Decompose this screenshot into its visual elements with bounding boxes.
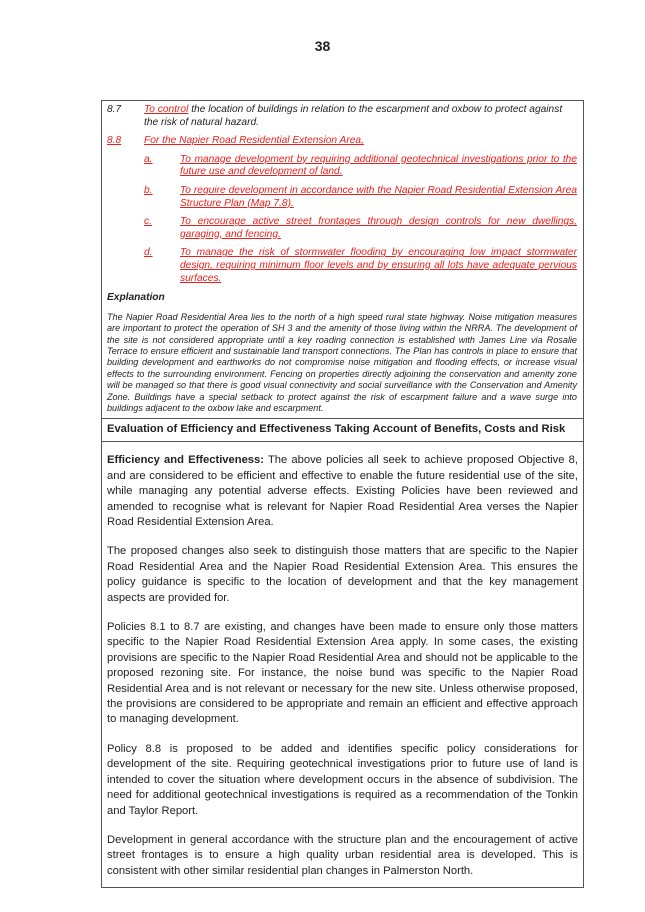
explanation-heading: Explanation [107,292,165,304]
evaluation-lead-label: Efficiency and Effectiveness: [107,454,264,467]
policy-number: 8.7 [107,104,122,115]
item-letter: c. [144,216,152,228]
evaluation-paragraph: Policy 8.8 is proposed to be added and identifies specific policy considerations for development of the site. Requiring geotechnical investigations prior to future use of land is intended to cover the situation where development occurs in the absence of subdivision. The need for additional geotechnical investigations is required as a recommendation of the Tonkin and Taylor Report. [107,742,578,817]
item-text: To require development in accordance with the Napier Road Residential Extension Area Structure Plan (Map 7.8). [180,184,577,209]
policy-text: For the Napier Road Residential Extension Area, [144,135,364,147]
policy-8-8-item-c [144,216,577,241]
evaluation-paragraph: Policies 8.1 to 8.7 are existing, and changes have been made to ensure only those matters specific to the Napier Road Residential Extension Area apply. In some cases, the existing provisions are specific to the Napier Road Residential Area and should not be applicable to the proposed rezoning site. For instance, the noise bund was specific to the Napier Road Residential Area and is not relevant or necessary for the new site. Unless otherwise proposed, the provisions are considered to be appropriate and remain an efficient and effective approach to managing development. [107,621,578,726]
policy-8-7-body: the location of buildings in relation to the escarpment and oxbow to protect against the risk of natural hazard. [144,104,563,128]
evaluation-paragraph [107,453,578,530]
item-letter: b. [144,184,153,196]
evaluation-paragraph: Development in general accordance with the structure plan and the encouragement of active street frontages is to ensure a high quality urban residential area is developed. This is consistent with other similar residential plan changes in Palmerston North. [107,833,578,877]
policy-8-8 [107,135,577,148]
evaluation-lead-text: The above policies all seek to achieve proposed Objective 8, and are considered to be efficient and effective to enable the future residential use of the site, while managing any potential adverse effects. Existing Policies have been reviewed and amended to recognise what is relevant for Napier Road Residential Area verses the Napier Road Residential Extension Area. [107,454,578,528]
policy-number: 8.8 [107,135,122,147]
item-text: To encourage active street frontages through design controls for new dwellings, garaging, and fencing. [180,216,577,240]
policy-8-8-item-b [144,185,577,210]
policy-cell [102,101,583,418]
policy-text [144,104,577,129]
item-letter: a. [144,153,153,165]
policy-8-7-insertion: To control [144,104,189,115]
page-number: 38 [314,38,331,54]
evaluation-heading: Evaluation of Efficiency and Effectiveness Taking Account of Benefits, Costs and Risk [102,418,583,442]
policy-table [101,100,584,888]
policy-8-8-item-d [144,247,577,285]
item-text: To manage the risk of stormwater flooding by encouraging low impact stormwater design, requiring minimum floor levels and by ensuring all lots have adequate pervious surfaces. [180,247,577,284]
policy-8-8-item-a [144,154,577,179]
item-letter: d. [144,247,153,259]
evaluation-paragraph: The proposed changes also seek to distinguish those matters that are specific to the Napier Road Residential Area and the Napier Road Residential Extension Area. This ensures the policy guidance is specific to the location of development and that the key management aspects are provided for. [107,545,578,604]
policy-8-7 [107,104,577,129]
item-text: To manage development by requiring additional geotechnical investigations prior to the future use and development of land. [180,153,577,178]
evaluation-cell [102,442,583,887]
explanation-text: The Napier Road Residential Area lies to the north of a high speed rural state highway. Noise mitigation measures are important to protect the operation of SH 3 and the amenity of those living within the NRRA. The development of the site is not considered appropriate until a key roading connection is established with James Line via Rosalie Terrace to ensure efficient and sustainable land transport connections. The Plan has controls in place to ensure that building development and earthworks do not compromise noise mitigation and flooding effects, or increase visual effects to the surrounding environment. Fencing on properties directly adjoining the conservation and amenity zone will be managed so that there is good visual connectivity and social surveillance with the Conservation and Amenity Zone. Buildings have a special setback to protect against the risk of escarpment failure and a wave surge into buildings adjacent to the oxbow lake and escarpment. [107,311,577,413]
